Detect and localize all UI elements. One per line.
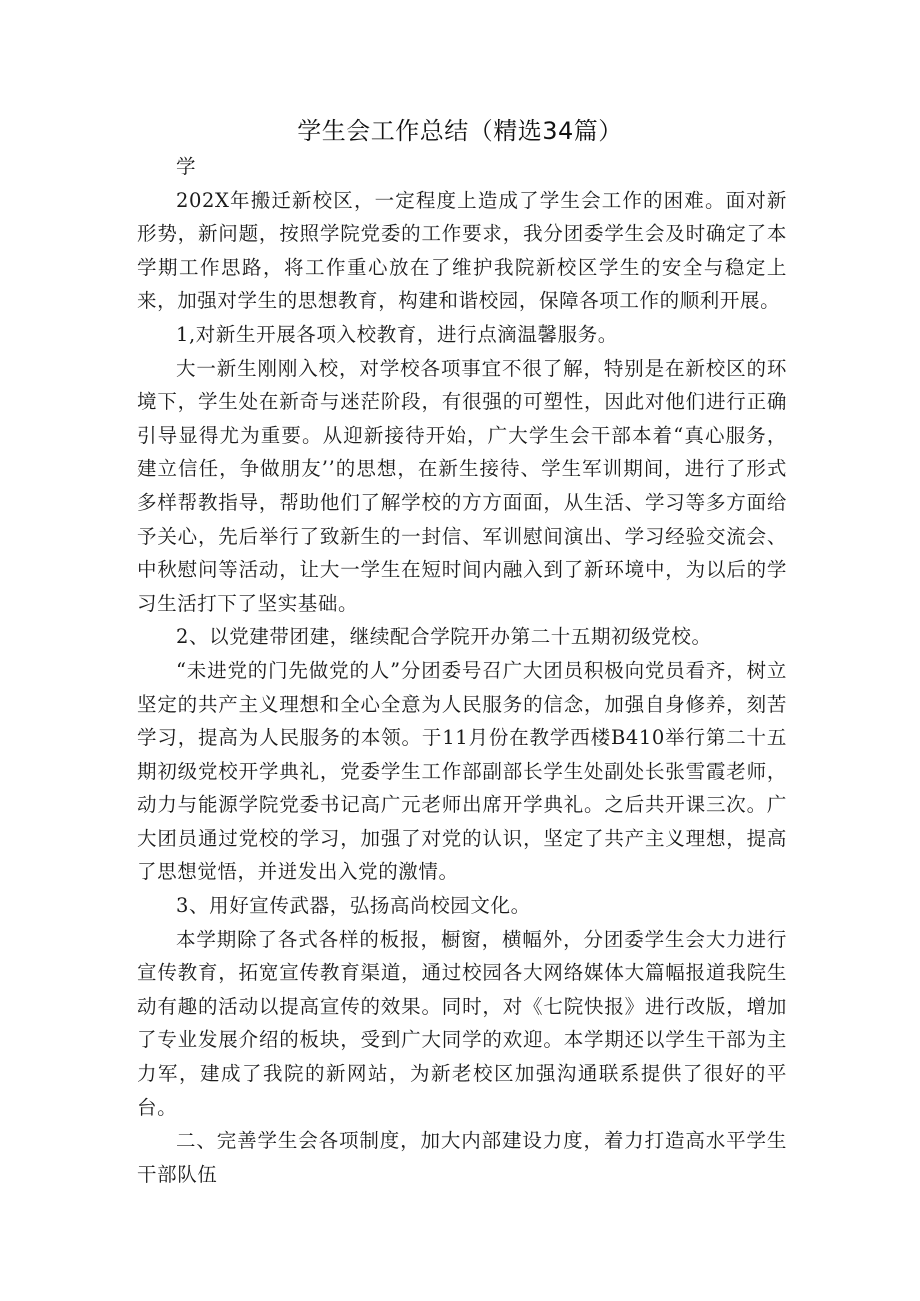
paragraph-intro: 202X年搬迁新校区，一定程度上造成了学生会工作的困难。面对新形势，新问题，按照学院党委的工作要求，我分团委学生会及时确定了本学期工作思路，将工作重心放在了维护我院新校区学生的安全与稳定上来，加强对学生的思想教育，构建和谐校园，保障各项工作的顺利开展。: [137, 188, 787, 313]
section-heading-2: 2、以党建带团建，继续配合学院开办第二十五期初级党校。: [176, 625, 712, 649]
document-title: 学生会工作总结（精选34篇）: [297, 117, 623, 145]
document-body: [137, 150, 787, 1191]
section-heading-1: 1,对新生开展各项入校教育，进行点滴温馨服务。: [176, 322, 618, 346]
paragraph-party-school: “未进党的门先做党的人”分团委号召广大团员积极向党员看齐，树立坚定的共产主义理想和全心全意为人民服务的信念，加强自身修养，刻苦学习，提高为人民服务的本领。于11月份在教学西楼B410举行第二十五期初级党校开学典礼，党委学生工作部副部长学生处副处长张雪霞老师，动力与能源学院党委书记高广元老师出席开学典礼。之后共开课三次。广大团员通过党校的学习，加强了对党的认识，坚定了共产主义理想，提高了思想觉悟，并迸发出入党的激情。: [137, 658, 787, 884]
paragraph-publicity: 本学期除了各式各样的板报，橱窗，横幅外，分团委学生会大力进行宣传教育，拓宽宣传教育渠道，通过校园各大网络媒体大篇幅报道我院生动有趣的活动以提高宣传的效果。同时，对《七院快报》进行改版，增加了专业发展介绍的板块，受到广大同学的欢迎。本学期还以学生干部为主力军，建成了我院的新网站，为新老校区加强沟通联系提供了很好的平台。: [137, 927, 787, 1119]
paragraph-freshmen: 大一新生刚刚入校，对学校各项事宜不很了解，特别是在新校区的环境下，学生处在新奇与迷茫阶段，有很强的可塑性，因此对他们进行正确引导显得尤为重要。从迎新接待开始，广大学生会干部本着“真心服务，建立信任，争做朋友’’的思想，在新生接待、学生军训期间，进行了形式多样帮教指导，帮助他们了解学校的方方面面，从生活、学习等多方面给予关心，先后举行了致新生的一封信、军训慰间演出、学习经验交流会、中秋慰问等活动，让大一学生在短时间内融入到了新环境中，为以后的学习生活打下了坚实基础。: [137, 356, 787, 615]
section-heading-3: 3、用好宣传武器，弘扬高尚校园文化。: [176, 894, 531, 918]
paragraph-fragment: 学: [176, 155, 197, 178]
section-heading-two: 二、完善学生会各项制度，加大内部建设力度，着力打造高水平学生干部队伍: [137, 1129, 787, 1186]
